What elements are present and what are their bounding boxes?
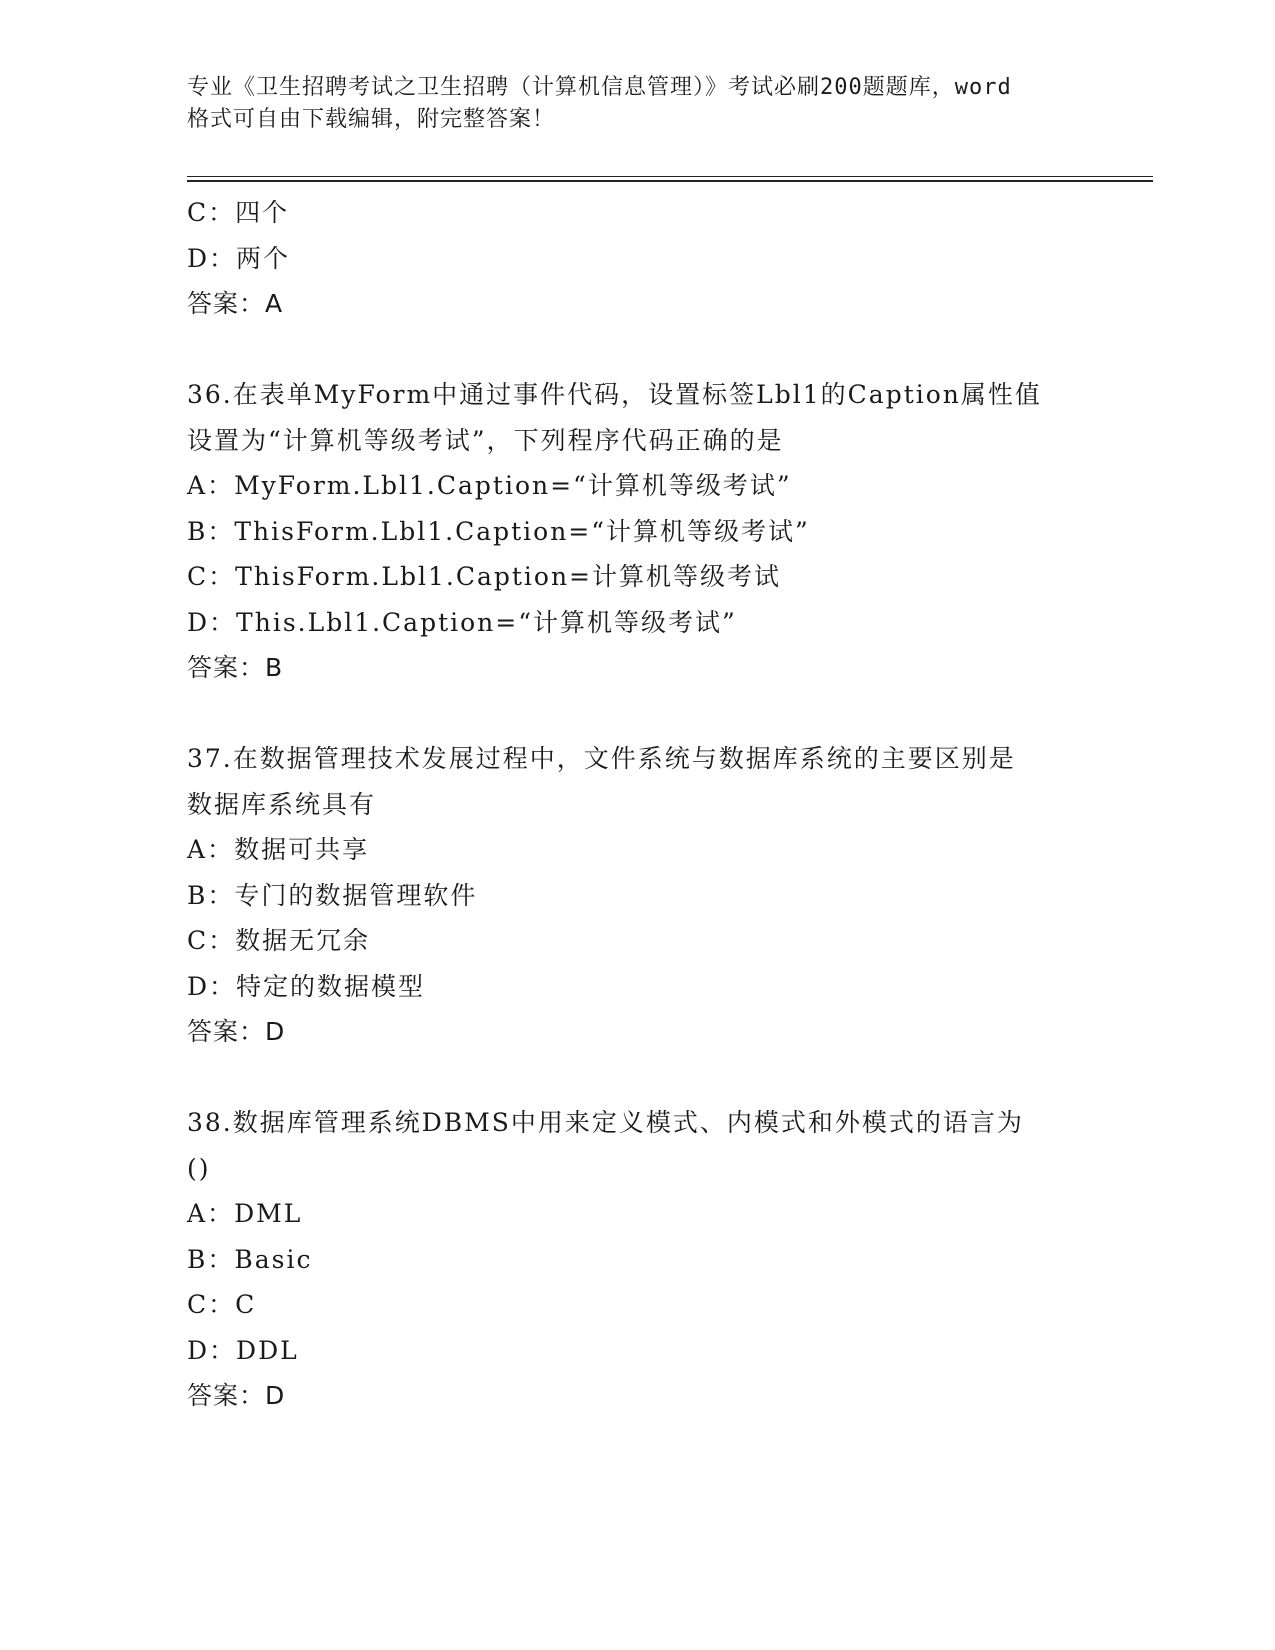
header-title-line-1: 专业《卫生招聘考试之卫生招聘（计算机信息管理）》考试必刷200题题库，word [187, 75, 1012, 100]
answer-line: 答案：D [187, 1381, 286, 1410]
question-block-35-tail [187, 190, 1077, 327]
question-block-37 [187, 736, 1077, 1055]
question-stem-line-1: 37.在数据管理技术发展过程中，文件系统与数据库系统的主要区别是 [187, 744, 1016, 773]
option-label: A： [187, 1199, 235, 1228]
header-title-line-2: 格式可自由下载编辑，附完整答案！ [187, 107, 556, 132]
option-text: 数据可共享 [234, 835, 370, 864]
option-text: DML [234, 1199, 303, 1228]
option-b [187, 873, 1077, 919]
answer-line: 答案：B [187, 653, 284, 682]
option-text: 数据无冗余 [235, 926, 371, 955]
option-text: DDL [236, 1335, 299, 1365]
spacer [187, 327, 1077, 373]
option-a [187, 827, 1077, 873]
option-d [187, 1328, 1077, 1374]
question-block-38 [187, 1100, 1077, 1419]
option-label: C： [187, 562, 236, 591]
header-divider-thick [187, 180, 1153, 182]
option-label: C： [187, 198, 236, 227]
answer-line: 答案：D [187, 1017, 286, 1046]
option-label: A： [187, 835, 235, 864]
option-label: C： [187, 926, 236, 955]
option-label: B： [187, 1244, 235, 1274]
question-stem-line-2: 设置为“计算机等级考试”，下列程序代码正确的是 [187, 425, 784, 455]
option-c [187, 1282, 1077, 1328]
spacer [187, 691, 1077, 737]
question-stem-line-1: 38.数据库管理系统DBMS中用来定义模式、内模式和外模式的语言为 [187, 1108, 1024, 1137]
option-label: A： [187, 471, 235, 500]
option-label: B： [187, 880, 235, 910]
document-header [187, 72, 1087, 136]
option-c [187, 554, 1077, 600]
option-text: 特定的数据模型 [236, 971, 426, 1001]
option-text: ThisForm.Lbl1.Caption=计算机等级考试 [235, 562, 782, 591]
question-stem-line-1: 36.在表单MyForm中通过事件代码，设置标签Lbl1的Caption属性值 [187, 380, 1042, 409]
option-d [187, 600, 1077, 646]
option-d [187, 236, 1077, 282]
option-text: MyForm.Lbl1.Caption=“计算机等级考试” [234, 471, 792, 500]
option-label: B： [187, 516, 235, 546]
option-b [187, 509, 1077, 555]
option-text: 两个 [236, 243, 291, 273]
option-text: C [235, 1290, 257, 1319]
question-stem-line-2: () [187, 1153, 211, 1183]
option-label: D： [187, 243, 237, 273]
option-text: ThisForm.Lbl1.Caption=“计算机等级考试” [234, 516, 810, 546]
option-label: D： [187, 607, 237, 637]
option-b [187, 1237, 1077, 1283]
option-d [187, 964, 1077, 1010]
question-block-36 [187, 372, 1077, 691]
question-list [187, 190, 1077, 1419]
answer-line: 答案：A [187, 289, 284, 318]
option-text: 专门的数据管理软件 [234, 880, 478, 910]
option-text: Basic [234, 1244, 313, 1274]
option-text: 四个 [235, 198, 290, 227]
option-a [187, 463, 1077, 509]
option-a [187, 1191, 1077, 1237]
question-stem-line-2: 数据库系统具有 [187, 789, 377, 819]
option-label: D： [187, 1335, 237, 1365]
header-divider-thin [187, 176, 1153, 177]
option-label: D： [187, 971, 237, 1001]
option-text: This.Lbl1.Caption=“计算机等级考试” [236, 607, 737, 637]
option-c [187, 190, 1077, 236]
option-c [187, 918, 1077, 964]
option-label: C： [187, 1290, 236, 1319]
spacer [187, 1055, 1077, 1101]
